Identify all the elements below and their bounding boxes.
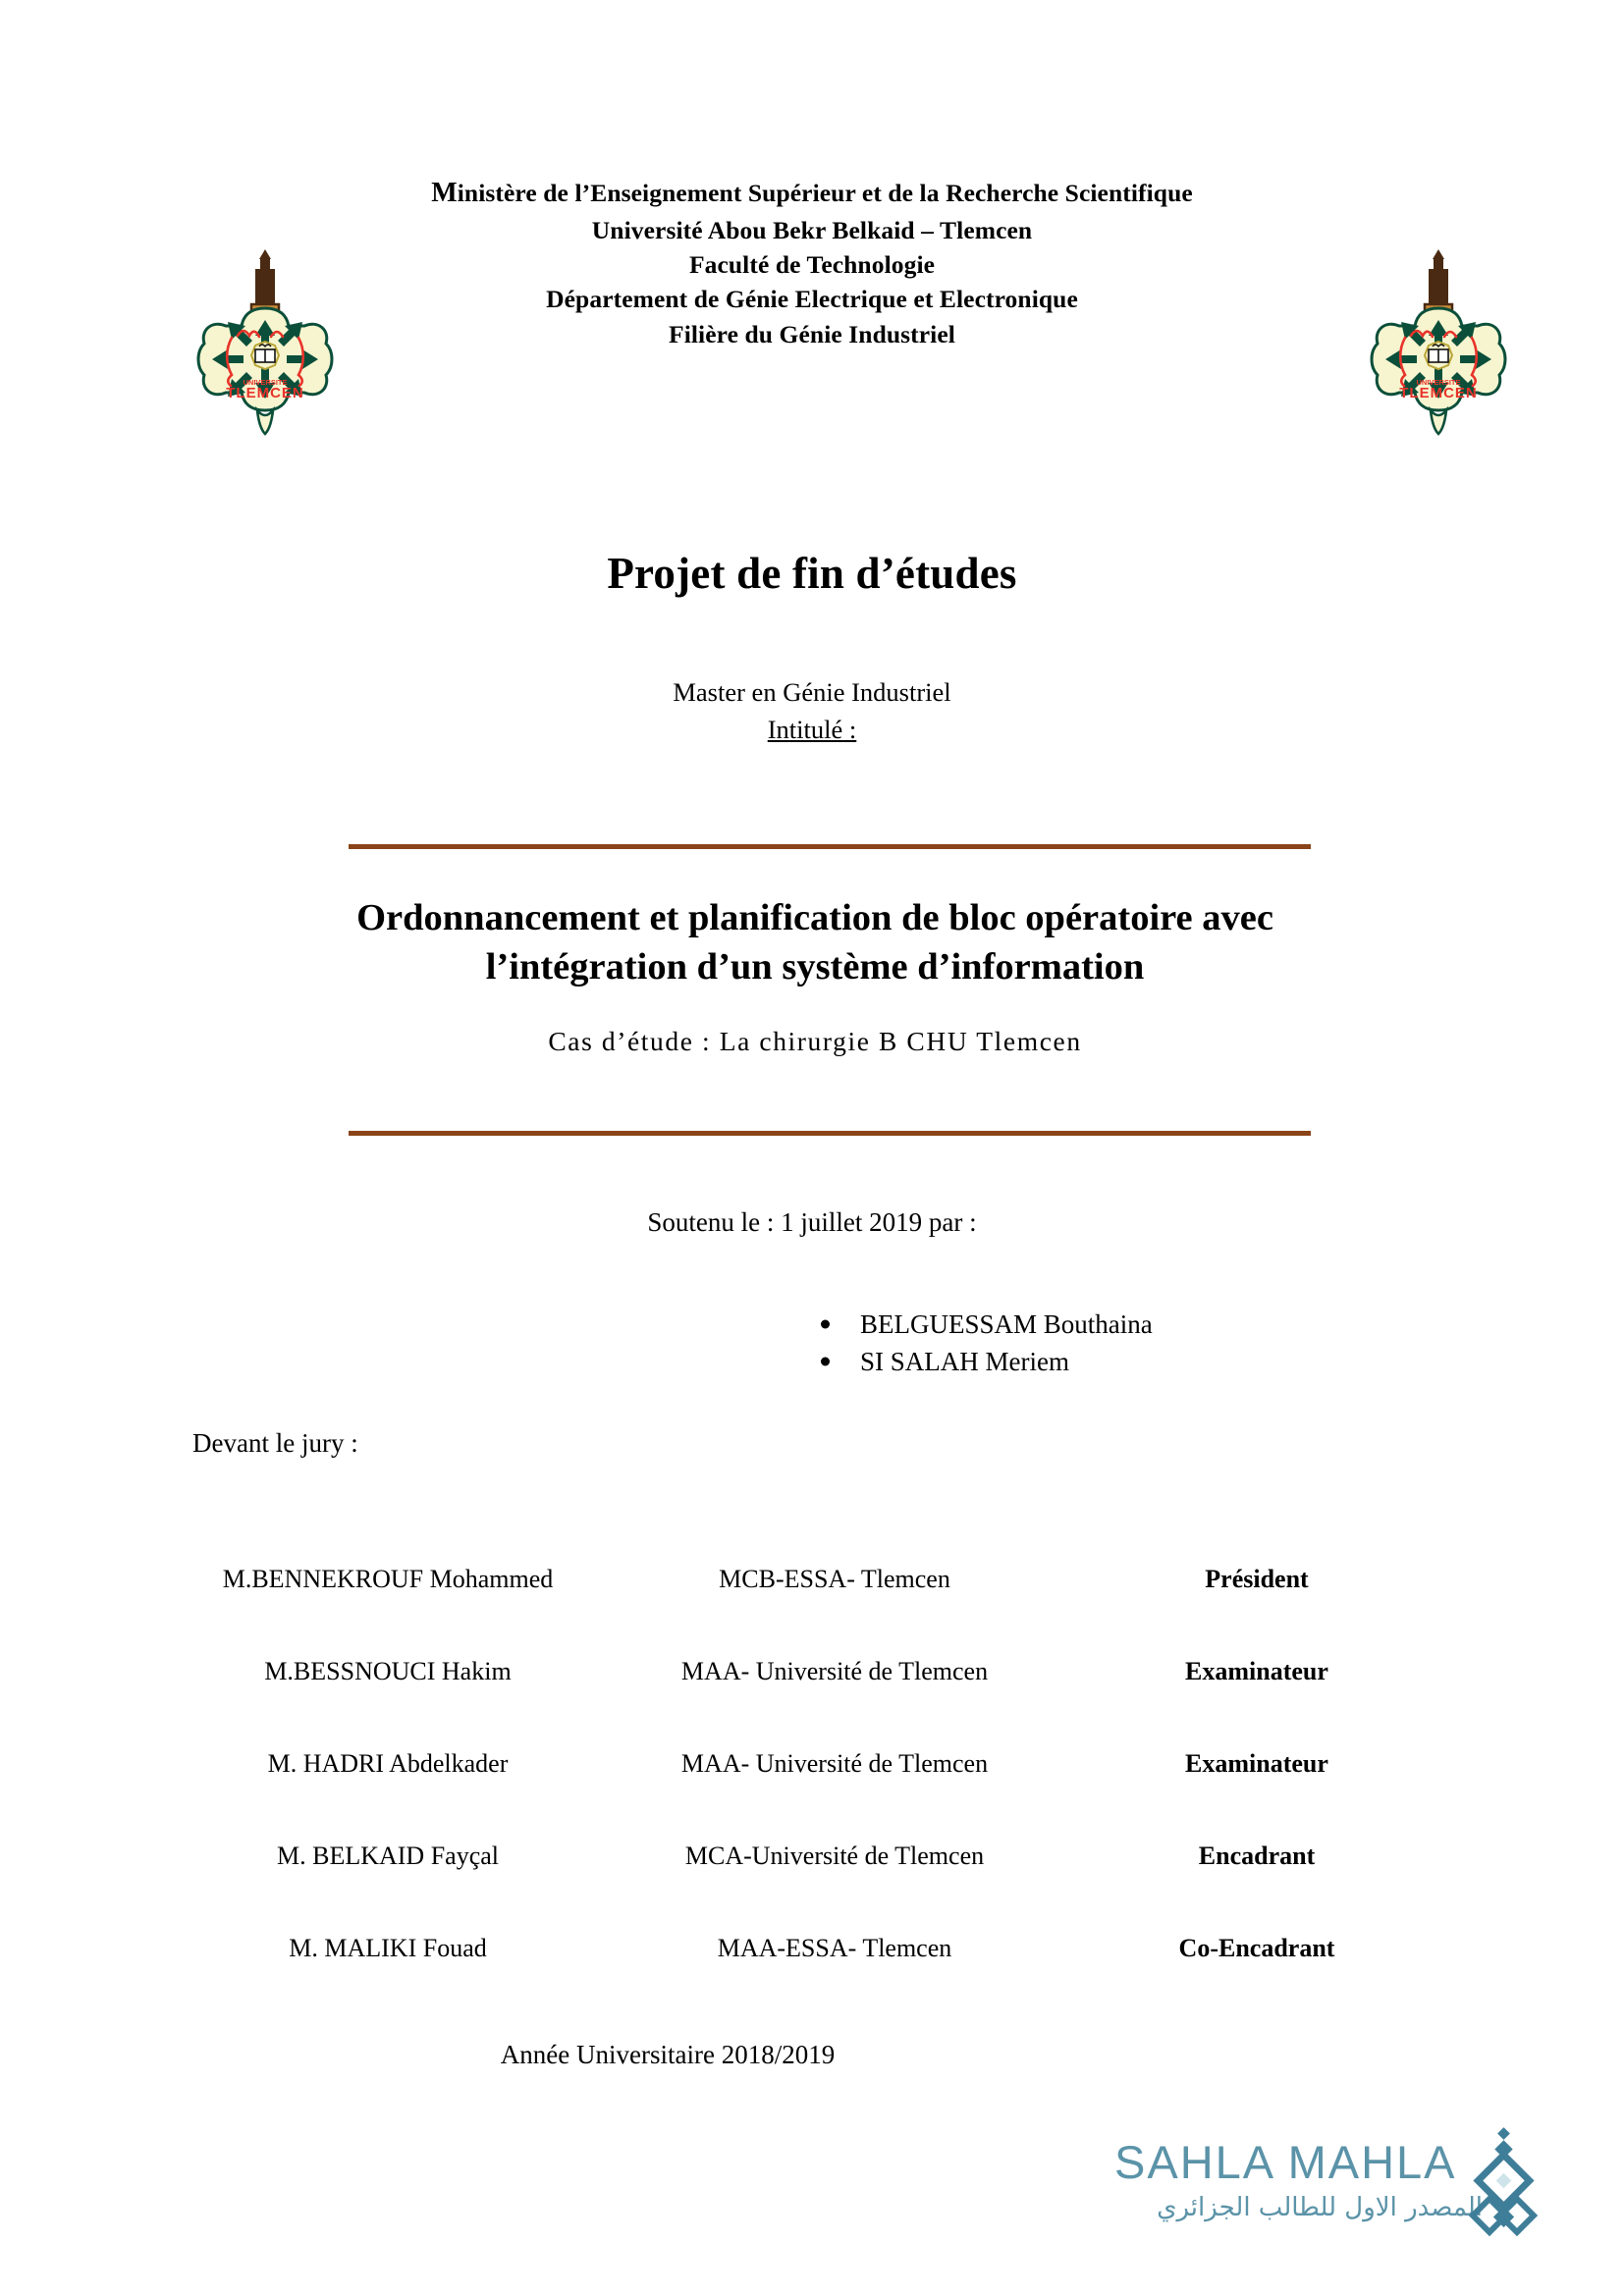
jury-member-affiliation: MCA-Université de Tlemcen — [684, 1842, 985, 1871]
list-item — [815, 1306, 1153, 1343]
thesis-title — [162, 893, 1468, 991]
jury-member-role: Président — [1205, 1565, 1309, 1594]
sahla-mahla-watermark — [1114, 2133, 1546, 2256]
logo-caption-top: UNIVERSITE — [243, 378, 288, 387]
jury-member-affiliation: MAA-ESSA- Tlemcen — [717, 1934, 952, 1963]
university-logo-left — [187, 247, 344, 488]
jury-member-role: Examinateur — [1185, 1749, 1328, 1779]
intitule-label: Intitulé : — [767, 714, 857, 744]
table-row — [157, 1626, 1463, 1718]
header-line-university: Université Abou Bekr Belkaid – Tlemcen — [591, 215, 1033, 244]
jury-table — [157, 1533, 1463, 1995]
bullet-icon — [821, 1320, 830, 1329]
header-line-ministry — [321, 175, 1303, 213]
header-line-faculty: Faculté de Technologie — [688, 250, 936, 280]
logo-base — [257, 410, 273, 434]
watermark-tagline: المصدر الاول للطالب الجزائري — [1157, 2193, 1483, 2222]
author-name: SI SALAH Meriem — [860, 1347, 1069, 1377]
logo-caption-top: UNIVERSITE — [1416, 378, 1461, 387]
jury-member-affiliation: MAA- Université de Tlemcen — [680, 1657, 989, 1686]
title-rule-top — [349, 844, 1311, 849]
jury-member-name: M.BENNEKROUF Mohammed — [222, 1565, 554, 1594]
jury-member-name: M. HADRI Abdelkader — [267, 1749, 509, 1779]
thesis-subtitle: Cas d’étude : La chirurgie B CHU Tlemcen — [548, 1026, 1082, 1056]
jury-member-affiliation: MCB-ESSA- Tlemcen — [719, 1565, 950, 1594]
jury-member-role: Co-Encadrant — [1178, 1934, 1335, 1963]
logo-center-medallion — [1425, 342, 1452, 369]
degree-block — [0, 674, 1624, 748]
academic-year: Année Universitaire 2018/2019 — [500, 2040, 836, 2069]
defense-date-line: Soutenu le : 1 juillet 2019 par : — [647, 1207, 977, 1237]
header-line-ministry-initial: M — [431, 178, 458, 208]
thesis-title-line-2: l’intégration d’un système d’information — [485, 946, 1145, 988]
logo-base — [1431, 410, 1446, 434]
jury-label: Devant le jury : — [192, 1428, 358, 1458]
watermark-diamond-icon — [1456, 2127, 1550, 2243]
header-line-ministry-rest: inistère de l’Enseignement Supérieur et de la Recherche Scientifique — [457, 179, 1193, 207]
jury-member-role: Encadrant — [1198, 1842, 1316, 1871]
logo-caption-bottom: TLEMCEN — [1399, 385, 1478, 401]
jury-member-name: M. MALIKI Fouad — [289, 1934, 487, 1963]
jury-member-name: M. BELKAID Fayçal — [276, 1842, 499, 1871]
table-row — [157, 1533, 1463, 1626]
jury-member-name: M.BESSNOUCI Hakim — [264, 1657, 512, 1686]
jury-member-role: Examinateur — [1185, 1657, 1328, 1686]
table-row — [157, 1902, 1463, 1995]
degree-label: Master en Génie Industriel — [673, 677, 951, 707]
logo-caption-bottom: TLEMCEN — [226, 385, 304, 401]
title-rule-bottom — [349, 1131, 1311, 1136]
table-row — [157, 1718, 1463, 1810]
bullet-icon — [821, 1358, 830, 1366]
watermark-brand: SAHLA MAHLA — [1114, 2136, 1457, 2188]
header-line-department: Département de Génie Electrique et Electronique — [546, 285, 1078, 314]
header-line-filiere: Filière du Génie Industriel — [669, 319, 955, 348]
author-name: BELGUESSAM Bouthaina — [860, 1309, 1153, 1339]
authors-list — [815, 1306, 1153, 1381]
jury-member-affiliation: MAA- Université de Tlemcen — [680, 1749, 989, 1779]
institution-header-lines — [321, 175, 1303, 351]
thesis-title-line-1: Ordonnancement et planification de bloc opératoire avec — [356, 897, 1273, 938]
list-item — [815, 1343, 1153, 1380]
document-type-title: Projet de fin d’études — [607, 549, 1017, 598]
university-logo-right — [1360, 247, 1517, 488]
logo-center-medallion — [251, 342, 279, 369]
table-row — [157, 1810, 1463, 1902]
